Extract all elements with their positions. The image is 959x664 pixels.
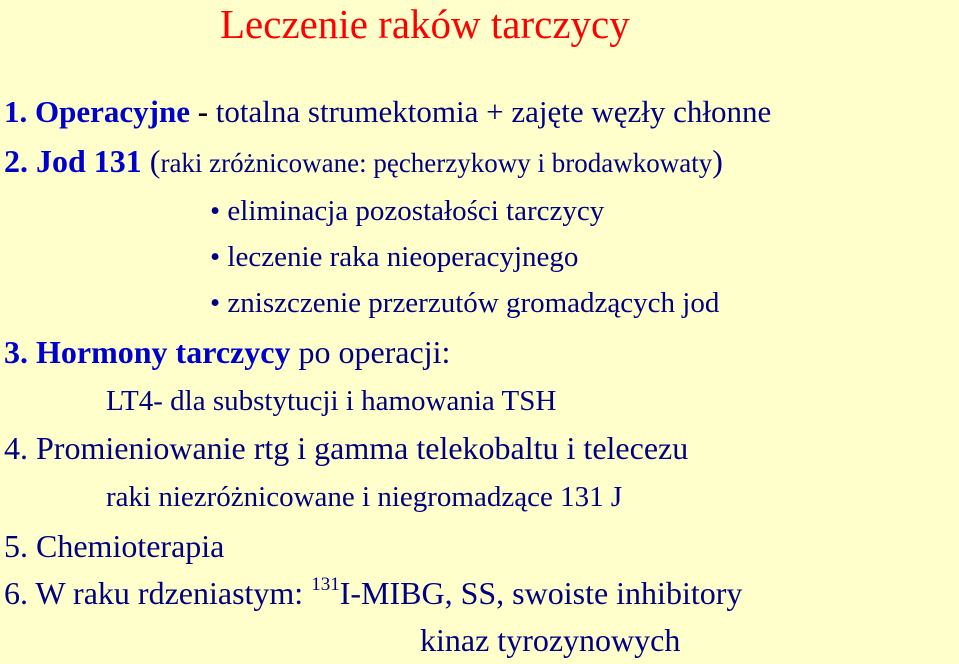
item-1 (4, 96, 771, 127)
item-4: 4. Promieniowanie rtg i gamma telekobaltu i telecezu (4, 430, 689, 466)
isotope-superscript: 131 (311, 574, 340, 595)
item-1-separator: - (189, 94, 216, 129)
page-title: Leczenie raków tarczycy (220, 1, 630, 47)
item-6 (4, 574, 743, 611)
item-5: 5. Chemioterapia (4, 528, 225, 564)
bullet-item: • eliminacja pozostałości tarczycy (210, 195, 605, 227)
item-3 (4, 336, 450, 368)
item-1-heading: Operacyjne (35, 94, 190, 129)
item-3-subline: LT4- dla substytucji i hamowania TSH (106, 385, 557, 417)
item-6-suffix: I-MIBG, SS, swoiste inhibitory (339, 575, 743, 611)
item-2-paren-close: ) (712, 143, 723, 179)
item-2-heading: Jod 131 (36, 143, 142, 179)
item-3-text: po operacji: (298, 334, 451, 370)
bullet-item: • leczenie raka nieoperacyjnego (210, 241, 579, 273)
item-2-paren-text: raki zróżnicowane: pęcherzykowy i brodawkowaty (160, 148, 713, 178)
item-4-subline: raki niezróżnicowane i niegromadzące 131 J (106, 481, 623, 513)
item-3-heading: Hormony tarczycy (36, 334, 291, 370)
item-6-continuation: kinaz tyrozynowych (420, 622, 681, 658)
item-2-paren-open: ( (149, 143, 161, 179)
item-3-number: 3. (4, 334, 28, 370)
item-2-number: 2. (4, 143, 28, 179)
item-2 (4, 145, 723, 177)
item-6-prefix: 6. W raku rdzeniastym: (4, 575, 312, 611)
item-1-text: totalna strumektomia + zajęte węzły chłonne (215, 94, 772, 129)
bullet-item: • zniszczenie przerzutów gromadzących jod (210, 287, 720, 319)
item-1-number: 1. (4, 94, 28, 129)
